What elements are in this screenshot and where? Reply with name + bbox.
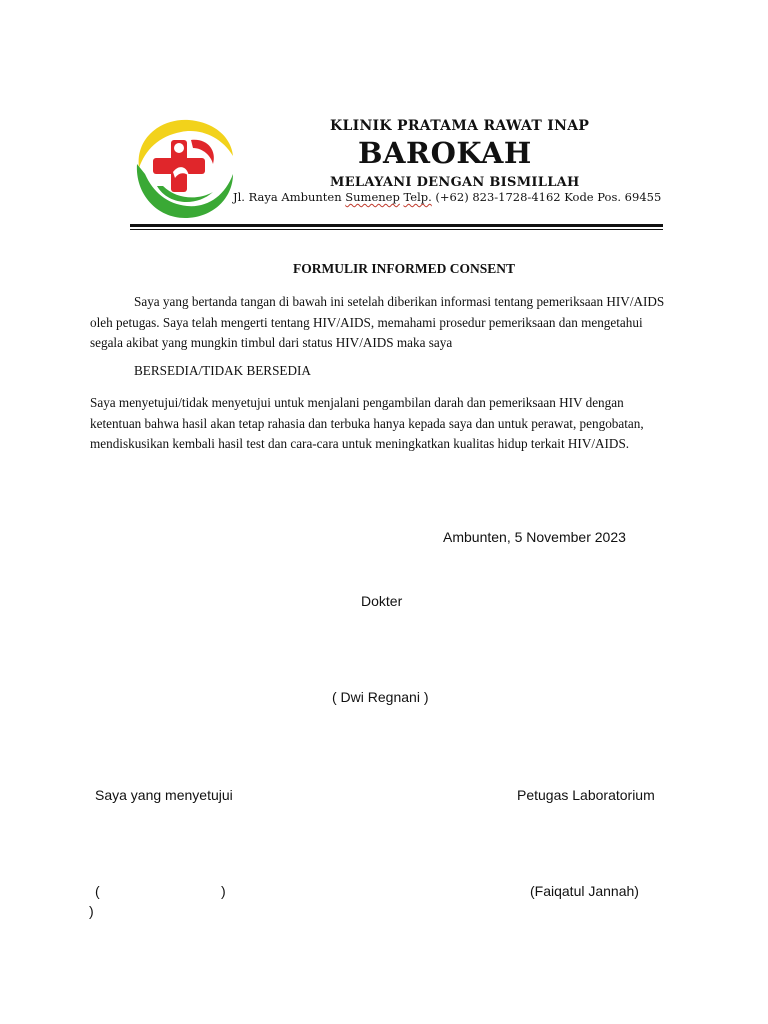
lab-officer-name: (Faiqatul Jannah): [530, 883, 639, 899]
consent-paragraph-1: Saya yang bertanda tangan di bawah ini setelah diberikan informasi tentang pemeriksaan HIV/AIDS oleh petugas. Saya telah mengerti tentang HIV/AIDS, memahami prosedur pemeriksaan dan mengetahui segala akibat yang mungkin timbul dari status HIV/AIDS maka saya: [90, 294, 665, 350]
address-telp: Telp.: [403, 190, 432, 204]
patient-name-close-paren: ): [221, 883, 226, 899]
consent-choice: BERSEDIA/TIDAK BERSEDIA: [134, 363, 311, 378]
place-date: Ambunten, 5 November 2023: [443, 529, 626, 545]
clinic-name: BAROKAH: [358, 136, 532, 170]
consent-paragraph-2: Saya menyetujui/tidak menyetujui untuk menjalani pengambilan darah dan pemeriksaan HIV dengan ketentuan bahwa hasil akan tetap rahasia dan terbuka hanya kepada saya dan untuk perawat, pengobatan, mendiskusikan kembali hasil test dan cara-cara untuk meningkatkan kualitas hidup terkait HIV/AIDS.: [90, 395, 644, 451]
clinic-address: [233, 190, 661, 204]
patient-role: Saya yang menyetujui: [95, 787, 233, 803]
address-prefix: Jl. Raya Ambunten: [233, 190, 346, 204]
address-city: Sumenep: [345, 190, 400, 204]
clinic-type: KLINIK PRATAMA RAWAT INAP: [330, 118, 590, 134]
form-title: FORMULIR INFORMED CONSENT: [292, 261, 515, 276]
lab-officer-role: Petugas Laboratorium: [517, 787, 655, 803]
address-suffix: (+62) 823-1728-4162 Kode Pos. 69455: [431, 190, 662, 204]
clinic-logo: [133, 116, 237, 222]
doctor-name: ( Dwi Regnani ): [332, 689, 429, 705]
doctor-role: Dokter: [361, 593, 403, 609]
header-divider-thin: [130, 229, 663, 230]
header-divider-thick: [130, 224, 663, 227]
clinic-motto: MELAYANI DENGAN BISMILLAH: [330, 175, 580, 190]
patient-name-wrapped-paren: ): [89, 903, 94, 919]
patient-name-open-paren: (: [95, 883, 100, 899]
